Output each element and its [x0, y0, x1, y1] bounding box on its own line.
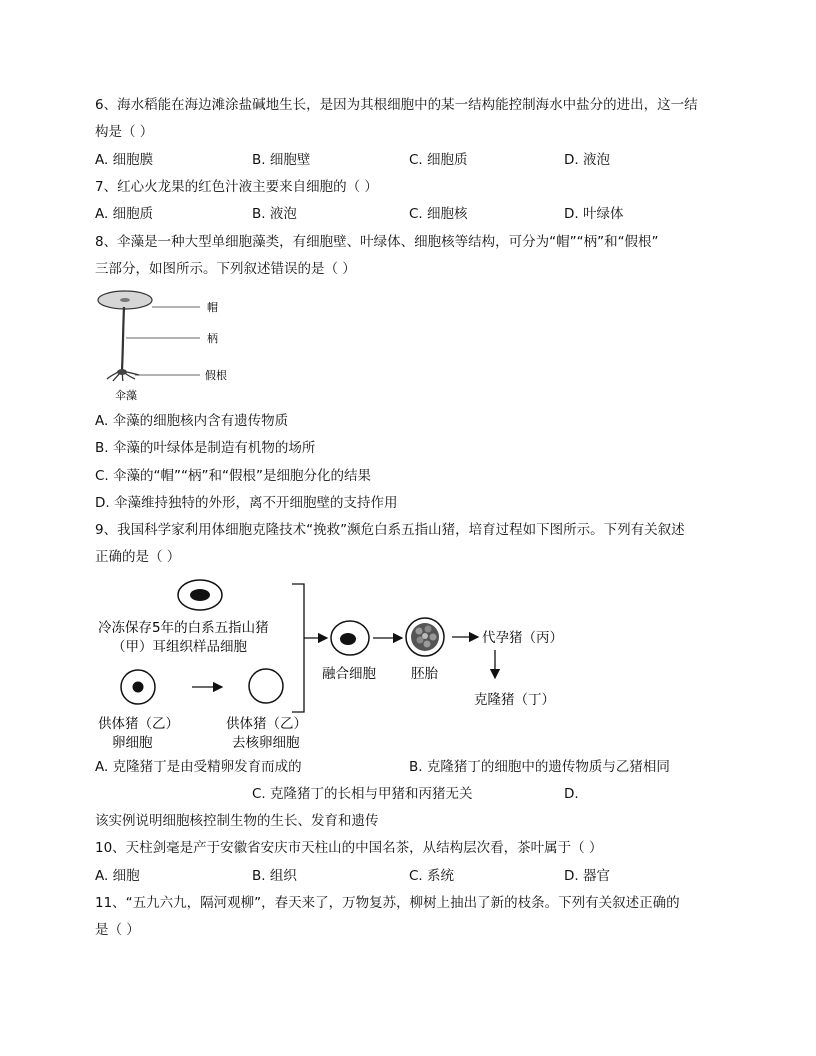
q10-option-b: B. 组织: [252, 868, 297, 884]
q9-stem-line2: 正确的是（ ）: [95, 549, 181, 565]
q9-option-a: A. 克隆猪丁是由受精卵发育而成的: [95, 759, 302, 775]
fused-label: 融合细胞: [322, 666, 376, 682]
cloning-diagram: [90, 570, 610, 755]
stalk-shape: [122, 307, 124, 370]
q6-option-b: B. 细胞壁: [252, 152, 311, 168]
surrogate-label: 代孕猪（丙）: [482, 630, 563, 646]
merge-bracket: [292, 584, 304, 712]
q7-option-c: C. 细胞核: [409, 206, 468, 222]
label-rhizoid: 假根: [205, 369, 227, 382]
enucleated-label-line1: 供体猪（乙）: [226, 716, 307, 732]
q8-stem-line1: 8、伞藻是一种大型单细胞藻类，有细胞壁、叶绿体、细胞核等结构，可分为“帽”“柄”和“假根”: [95, 234, 659, 250]
donor-label-line2: （甲）耳组织样品细胞: [112, 639, 247, 655]
q9-stem-line1: 9、我国科学家利用体细胞克隆技术“挽救”濒危白系五指山猪，培育过程如下图所示。下列有关叙述: [95, 522, 685, 538]
rhizoid-base: [117, 369, 127, 375]
q9-option-c: C. 克隆猪丁的长相与甲猪和丙猪无关: [252, 786, 473, 802]
q9-option-b: B. 克隆猪丁的细胞中的遗传物质与乙猪相同: [409, 759, 670, 775]
q6-stem-line1: 6、海水稻能在海边滩涂盐碱地生长，是因为其根细胞中的某一结构能控制海水中盐分的进出，这一结: [95, 97, 698, 113]
q8-option-d: D. 伞藻维持独特的外形，离不开细胞壁的支持作用: [95, 495, 398, 511]
q8-option-b: B. 伞藻的叶绿体是制造有机物的场所: [95, 440, 316, 456]
q9-option-d-text: 该实例说明细胞核控制生物的生长、发育和遗传: [95, 813, 379, 829]
q10-option-d: D. 器官: [564, 868, 610, 884]
label-stalk: 柄: [207, 332, 218, 345]
embryo-icon: [406, 618, 444, 656]
fused-nucleus: [340, 633, 356, 645]
q6-option-d: D. 液泡: [564, 152, 610, 168]
donor-label-line1: 冷冻保存5年的白系五指山猪: [98, 620, 269, 636]
q6-option-c: C. 细胞质: [409, 152, 468, 168]
q7-stem-line1: 7、红心火龙果的红色汁液主要来自细胞的（ ）: [95, 179, 378, 195]
egg-label-line1: 供体猪（乙）: [98, 716, 179, 732]
acetabularia-figure: [95, 285, 245, 405]
q8-option-c: C. 伞藻的“帽”“柄”和“假根”是细胞分化的结果: [95, 468, 371, 484]
q10-stem-line1: 10、天柱剑毫是产于安徽省安庆市天柱山的中国名茶，从结构层次看，茶叶属于（ ）: [95, 840, 603, 856]
cap-center: [120, 298, 130, 302]
q7-option-a: A. 细胞质: [95, 206, 154, 222]
q10-option-c: C. 系统: [409, 868, 455, 884]
enucleated-label-line2: 去核卵细胞: [232, 735, 300, 751]
egg-nucleus: [133, 682, 144, 693]
q7-option-d: D. 叶绿体: [564, 206, 624, 222]
q6-option-a: A. 细胞膜: [95, 152, 154, 168]
egg-label-line2: 卵细胞: [112, 735, 153, 751]
figure-caption: 伞藻: [115, 389, 137, 402]
enucleated-egg-cell: [249, 669, 283, 703]
q11-stem-line1: 11、“五九六九，隔河观柳”，春天来了，万物复苏，柳树上抽出了新的枝条。下列有关叙述正确的: [95, 895, 680, 911]
q6-stem-line2: 构是（ ）: [95, 124, 154, 140]
label-cap: 帽: [207, 301, 218, 314]
q8-stem-line2: 三部分，如图所示。下列叙述错误的是（ ）: [95, 261, 356, 277]
q10-option-a: A. 细胞: [95, 868, 140, 884]
q7-option-b: B. 液泡: [252, 206, 297, 222]
q11-stem-line2: 是（ ）: [95, 922, 140, 938]
q9-option-d-prefix: D.: [564, 786, 579, 802]
clone-label: 克隆猪（丁）: [474, 692, 555, 708]
embryo-label: 胚胎: [411, 666, 438, 682]
q8-option-a: A. 伞藻的细胞核内含有遗传物质: [95, 413, 289, 429]
donor-nucleus: [190, 589, 210, 601]
